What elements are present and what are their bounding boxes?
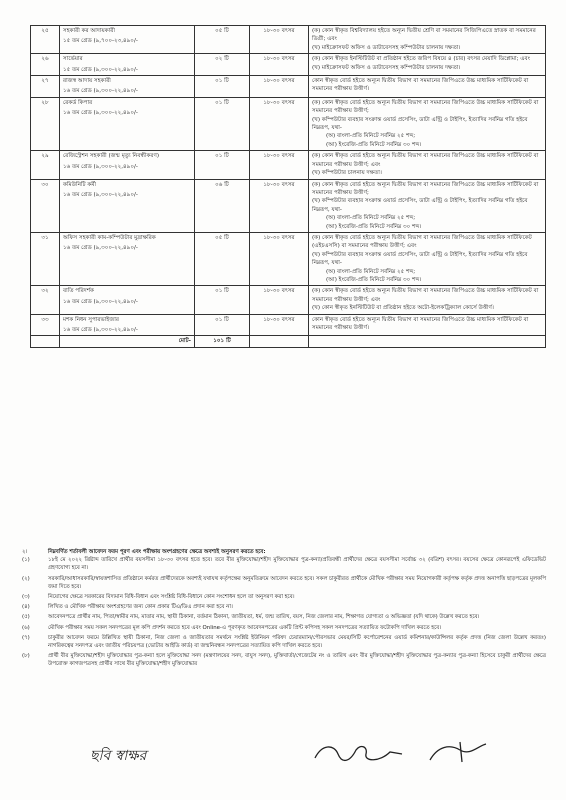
- condition-text: চাকুরীর আবেদন ফরমে উল্লিখিত স্থায়ী ঠিকানা, নিজ জেলা ও জাতীয়তার সমর্থনে সংশ্লিষ্ট ইউনিয়ন পরিষদ চেয়ারম্যান/পৌরসভার মেয়র/সিটি কর্পোরেশনের ওয়ার্ড কমিশনার/কাউন্সিলর কর্তৃক প্রদত্ত (নিজ জেলা উল্লেখ করতঃ) নাগরিকত্বের সনদপত্র এবং জাতীয় পরিচয়পত্র (ভোটার আইডি কার্ড) বা জন্মনিবন্ধন সনদপত্রের সত্যায়িত কপি দাখিল করতে হবে।: [48, 634, 546, 650]
- qualification-cell: [309, 26, 546, 54]
- condition-number: (৮): [22, 653, 30, 660]
- condition-number: (৭): [22, 634, 30, 641]
- condition-text: মৌখিক পরীক্ষার সময় সকল সনদপত্রের মূল কপি প্রদর্শন করতে হবে এবং Online-এ পূরণকৃত আবেদনপত্রের একটি প্রিন্ট কপিসহ সকল সনদপত্রের সত্যায়িত ফটোকপি দাখিল করতে হবে।: [48, 624, 442, 631]
- serial-cell: ৩১: [31, 232, 60, 285]
- post-count-cell: ০২ টি: [195, 54, 250, 76]
- posts-table: [30, 25, 546, 348]
- age-limit-cell: ১৮-৩০ বৎসর: [250, 76, 309, 98]
- qualification-cell: [309, 232, 546, 285]
- qualification-line: (আ) ইংরেজি-প্রতি মিনিটে সর্বনিম্ন ৩০ শব্দ।: [326, 276, 422, 283]
- serial-cell: ২৭: [31, 76, 60, 98]
- post-name-cell: [60, 54, 195, 76]
- total-row: [31, 336, 546, 347]
- age-limit-cell: ১৮-৩০ বৎসর: [250, 232, 309, 285]
- post-name: সহকারী কর আদায়কারী: [63, 28, 115, 34]
- qualification-cell: [309, 286, 546, 314]
- condition-item: [22, 624, 546, 632]
- condition-item: [22, 634, 546, 650]
- qualification-line: কোন স্বীকৃত বোর্ড হইতে অন্যূন দ্বিতীয় বিভাগ বা সমমানের জিপিএতে উচ্চ মাধ্যমিক সার্টিফিকেট বা সমমানের পরীক্ষায় উত্তীর্ণ।: [312, 316, 529, 331]
- qualification-cell: [309, 54, 546, 76]
- qualification-cell: [309, 97, 546, 150]
- condition-item: [22, 556, 546, 572]
- post-count-cell: ০৫ টি: [195, 26, 250, 54]
- pay-grade: ১৬ তম গ্রেড (৯,৩০০-২২,৪৯০/-: [63, 298, 138, 305]
- post-name: কমিউনিটি কর্মী: [63, 181, 96, 188]
- pay-grade: ১৫ তম গ্রেড (৯,৩০০-২২,৪৯০/-: [63, 66, 138, 73]
- condition-text: নিয়োগের ক্ষেত্রে সরকারের বিদ্যমান বিধি-বিধান এবং সংশ্লিষ্ট বিধি-বিধানে কোন সংশোধন হলে তা অনুসরণ করা হবে।: [48, 594, 295, 601]
- qualification-cell: [309, 76, 546, 98]
- age-limit-cell: ১৮-৩০ বৎসর: [250, 179, 309, 232]
- qualification-line: (আ) ইংরেজি-প্রতি মিনিটে সর্বনিম্ন ৩০ শব্দ।: [326, 141, 422, 148]
- table-row: [31, 151, 546, 179]
- post-name-cell: [60, 151, 195, 179]
- table-row: [31, 76, 546, 98]
- post-name-cell: [60, 232, 195, 285]
- total-value: ১০১ টি: [195, 336, 250, 347]
- post-name: অফিস সহকারী কাম-কম্পিউটার মুদ্রাক্ষরিক: [63, 234, 156, 241]
- post-name-cell: [60, 314, 195, 336]
- qualification-line: (খ) কম্পিউটার ব্যবহার সংক্রান্ত ওয়ার্ড প্রসেসিং, ডাটা এন্ট্রি ও টাইপিং, ইত্যাদির সর্বনিম্ন গতি হইবে নিম্নরূপ, যথা-: [312, 251, 528, 267]
- condition-text: ১৮ই মে ২০২২ খ্রিষ্টাব্দ তারিখে প্রার্থীর বয়সসীমা ১৮-৩০ বৎসর হতে হবে। তবে বীর মুক্তিযোদ্ধা/শহীদ মুক্তিযোদ্ধার পুত্র-কন্যা/প্রতিবন্ধী প্রার্থীদের ক্ষেত্রে বয়সসীমা সর্বোচ্চ ৩২ (বত্রিশ) বৎসর। বয়সের ক্ষেত্রে কোনরূপেই এফিডেভিট গ্রহণযোগ্য হবে না।: [48, 557, 546, 572]
- total-empty-cell: [31, 336, 60, 347]
- signature-right-scribble: [310, 740, 510, 766]
- qualification-line: (অ) বাংলা-প্রতি মিনিটে সর্বনিম্ন ২৫ শব্দ;: [326, 215, 416, 222]
- pay-grade: ১৬ তম গ্রেড (৯,৩০০-২২,৪৯০/-: [63, 191, 138, 198]
- qualification-cell: [309, 179, 546, 232]
- qualification-line: (ক) কোন স্বীকৃত বোর্ড হইতে অন্যূন দ্বিতীয় বিভাগ বা সমমানের জিপিএতে উচ্চ মাধ্যমিক সার্টিফিকেট বা সমমানের পরীক্ষায় উত্তীর্ণ; এবং: [312, 288, 539, 303]
- post-name-cell: [60, 97, 195, 150]
- post-name-cell: [60, 76, 195, 98]
- age-limit-cell: ১৮-৩০ বৎসর: [250, 151, 309, 179]
- conditions-list: [22, 556, 546, 668]
- qualification-line: (আ) ইংরেজি-প্রতি মিনিটে সর্বনিম্ন ৩০ শব্দ।: [326, 223, 422, 230]
- post-count-cell: ০১ টি: [195, 151, 250, 179]
- post-name-cell: [60, 286, 195, 314]
- age-limit-cell: ১৮-৩০ বৎসর: [250, 286, 309, 314]
- age-limit-cell: ১৮-৩০ বৎসর: [250, 54, 309, 76]
- condition-number: (৬): [22, 624, 30, 631]
- signature-left: ছবি স্বাক্ষর: [90, 748, 147, 764]
- qualification-line: (খ) কম্পিউটার চালনায় দক্ষতা।: [312, 170, 382, 177]
- table-row: [31, 232, 546, 285]
- qualification-line: (অ) বাংলা-প্রতি মিনিটে সর্বনিম্ন ২৫ শব্দ;: [326, 268, 416, 275]
- qualification-line: (ক) কোন স্বীকৃত বোর্ড হইতে অন্যূন দ্বিতীয় বিভাগ বা সমমানের জিপিএতে উচ্চ মাধ্যমিক সার্টিফিকেট বা সমমানের পরীক্ষায় উত্তীর্ণ; এবং: [312, 153, 539, 168]
- pay-grade: ১৬ তম গ্রেড (৯,৩০০-২২,৪৯০/-: [63, 245, 138, 252]
- qualification-line: (ক) কোন স্বীকৃত বোর্ড হইতে অন্যূন দ্বিতীয় বিভাগ বা সমমানের জিপিএতে উচ্চ মাধ্যমিক সার্টিফিকেট বা সমমানের পরীক্ষায় উত্তীর্ণ;: [312, 181, 539, 196]
- post-name: সার্ভেয়ার: [63, 56, 83, 63]
- pay-grade: ১৬ তম গ্রেড (৯,৩০০-২২,৪৯০/-: [63, 163, 138, 170]
- post-count-cell: ০৬ টি: [195, 179, 250, 232]
- table-row: [31, 97, 546, 150]
- condition-text: প্রার্থী বীর মুক্তিযোদ্ধা/শহীদ মুক্তিযোদ্ধার পুত্র-কন্যা হলে মুক্তিযোদ্ধা সনদ (মন্ত্রণালয়ের সনদ, বাযুস সনদ), মুক্তিবার্তা/গেজেটের নং ও তারিখ এবং বীর মুক্তিযোদ্ধা/শহীদ মুক্তিযোদ্ধার পুত্র-কন্যার পুত্র-কন্যা হিসেবে চাকুরী প্রার্থীদের ক্ষেত্রে উপরোক্ত কাগজপত্রসহ প্রার্থীর সাথে বীর মুক্তিযোদ্ধা/শহীদ মুক্তিযোদ্ধার: [48, 653, 546, 668]
- qualification-line: (খ) কম্পিউটার ব্যবহার সংক্রান্ত ওয়ার্ড প্রসেসিং, ডাটা এন্ট্রি ও টাইপিং, ইত্যাদির সর্বনিম্ন গতি হইবে নিম্নরূপ, যথা-: [312, 198, 528, 213]
- condition-number: (১): [22, 557, 30, 564]
- table-row: [31, 314, 546, 336]
- conditions-heading-number: ২।: [22, 549, 28, 555]
- conditions-section: [22, 548, 546, 671]
- post-name: মশক নিধন সুপারভাইজার: [63, 316, 119, 323]
- table-row: [31, 179, 546, 232]
- post-count-cell: ০১ টি: [195, 97, 250, 150]
- post-count-cell: ০৫ টি: [195, 232, 250, 285]
- condition-item: [22, 613, 546, 621]
- qualification-line: (ক) কোন স্বীকৃত বিশ্ববিদ্যালয় হইতে অন্যূন দ্বিতীয় শ্রেণি বা সমমানের সিজিপিএতে স্নাতক বা সমমানের ডিগ্রী; এবং: [312, 28, 536, 43]
- condition-item: [22, 603, 546, 611]
- serial-cell: ৩৩: [31, 314, 60, 336]
- condition-item: [22, 652, 546, 668]
- qualification-line: (ক) কোন স্বীকৃত বোর্ড হইতে অন্যূন দ্বিতীয় বিভাগ বা সমমানের জিপিএতে উচ্চ মাধ্যমিক সার্টিফিকেট বা সমমানের পরীক্ষায় উত্তীর্ণ;: [312, 99, 539, 115]
- condition-number: (৪): [22, 604, 30, 611]
- qualification-cell: [309, 151, 546, 179]
- qualification-line: (অ) বাংলা-প্রতি মিনিটে সর্বনিম্ন ২৫ শব্দ;: [326, 133, 416, 140]
- total-label: মোট-: [60, 336, 195, 347]
- serial-cell: ২৯: [31, 151, 60, 179]
- qualification-line: (ক) কোন স্বীকৃত ইনস্টিটিউট বা প্রতিষ্ঠান হইতে জরিপ বিষয়ে ৪ (চার) বৎসর মেয়াদি ডিপ্লোমা; এবং: [312, 56, 531, 63]
- condition-number: (৫): [22, 614, 30, 621]
- condition-number: (২): [22, 575, 30, 582]
- qualification-line: কোন স্বীকৃত বোর্ড হইতে অন্যূন দ্বিতীয় বিভাগ বা সমমানের জিপিএতে উচ্চ মাধ্যমিক সার্টিফিকেট বা সমমানের পরীক্ষায় উত্তীর্ণ।: [312, 78, 529, 93]
- qualification-cell: [309, 314, 546, 336]
- age-limit-cell: ১৮-৩০ বৎসর: [250, 314, 309, 336]
- post-name-cell: [60, 26, 195, 54]
- post-count-cell: ০১ টি: [195, 286, 250, 314]
- qualification-line: (খ) কোন স্বীকৃত ইনস্টিটিউট বা প্রতিষ্ঠান হইতে অটো-ইলেকট্রিক্যাল কোর্সে উত্তীর্ণ।: [312, 305, 494, 312]
- table-row: [31, 26, 546, 54]
- post-name: রেজিস্ট্রেশন সহকারী (জন্ম মৃত্যু নিবন্ধীকরণ): [63, 153, 160, 160]
- posts-table-body: [31, 26, 546, 336]
- serial-cell: ২৮: [31, 97, 60, 150]
- serial-cell: ৩০: [31, 179, 60, 232]
- qualification-line: (খ) মাইক্রোসফট অফিস ও ডাটাবেসসহ কম্পিউটার চালনায় দক্ষতা।: [312, 64, 461, 71]
- pay-grade: ১৬ তম গ্রেড (৯,৩০০-২২,৪৯০/-: [63, 110, 138, 117]
- post-name: বাতি পরিদর্শক: [63, 288, 94, 295]
- condition-text: সরকারি/আধাসরকারি/স্বায়ত্তশাসিত প্রতিষ্ঠানে কর্মরত প্রার্থীদেরকে অবশ্যই যথাযথ কর্তৃপক্ষের অনুমতিক্রমে আবেদন করতে হবে। সকল চাকুরীরত প্রার্থীকে মৌখিক পরীক্ষার সময় নিয়োগকারী কর্তৃপক্ষ কর্তৃক প্রদত্ত অনাপত্তি ছাড়পত্রের মূলকপি জমা দিতে হবে।: [48, 575, 546, 590]
- condition-item: [22, 593, 546, 601]
- total-empty-cell: [309, 336, 546, 347]
- conditions-heading: [22, 548, 546, 556]
- post-count-cell: ০১ টি: [195, 76, 250, 98]
- post-count-cell: ০১ টি: [195, 314, 250, 336]
- table-row: [31, 54, 546, 76]
- age-limit-cell: ১৮-৩০ বৎসর: [250, 97, 309, 150]
- pay-grade: ১৬ তম গ্রেড (৯,৩০০-২২,৪৯০/-: [63, 327, 138, 333]
- condition-number: (৩): [22, 594, 30, 601]
- condition-text: আবেদনপত্রে প্রার্থীর নাম, পিতা/স্বামীর নাম, মাতার নাম, স্থায়ী ঠিকানা, বর্তমান ঠিকানা, জাতীয়তা, ধর্ম, জন্ম তারিখ, বয়স, নিজ জেলার নাম, শিক্ষাগত যোগ্যতা ও অভিজ্ঞতা (যদি থাকে) উল্লেখ করতে হবে।: [48, 614, 480, 621]
- serial-cell: ৩২: [31, 286, 60, 314]
- pay-grade: ১৫ তম গ্রেড (৯,৭০০-২৩,৪৯০/-: [63, 38, 138, 45]
- pay-grade: ১৬ তম গ্রেড (৯,৩০০-২২,৪৯০/-: [63, 88, 138, 95]
- age-limit-cell: ১৮-৩০ বৎসর: [250, 26, 309, 54]
- post-name-cell: [60, 179, 195, 232]
- qualification-line: (খ) কম্পিউটার ব্যবহার সংক্রান্ত ওয়ার্ড প্রসেসিং, ডাটা এন্ট্রি ও টাইপিং, ইত্যাদির সর্বনিম্ন গতি হইবে নিম্নরূপ, যথা-: [312, 116, 528, 132]
- post-name: রাজস্ব আদায় সহকারী: [63, 78, 111, 85]
- table-row: [31, 286, 546, 314]
- qualification-line: (খ) মাইক্রোসফট অফিস ও ডাটাবেসসহ কম্পিউটার চালনায় দক্ষতা।: [312, 44, 461, 51]
- serial-cell: ২৬: [31, 54, 60, 76]
- conditions-heading-text: নিম্নবর্ণিত শর্তাবলী আবেদন ফরম পূরণ এবং পরীক্ষায় অংশগ্রহণের ক্ষেত্রে অবশ্যই অনুসরণ করতে হবে:: [48, 549, 266, 555]
- condition-item: [22, 575, 546, 591]
- post-name: রেকর্ড কিপার: [63, 99, 93, 106]
- qualification-line: (ক) কোন স্বীকৃত বোর্ড হইতে অন্যূন দ্বিতীয় বিভাগ বা সমমানের জিপিএতে উচ্চ মাধ্যমিক সার্টিফিকেট (এইচএসসি) বা সমমানের পরীক্ষায় উত্তীর্ণ; এবং: [312, 234, 532, 250]
- condition-text: লিখিত ও মৌখিক পরীক্ষায় অংশগ্রহণের জন্য কোন প্রকার টিএ/ডিএ প্রদান করা হবে না।: [48, 604, 233, 611]
- serial-cell: ২৫: [31, 26, 60, 54]
- total-empty-cell: [250, 336, 309, 347]
